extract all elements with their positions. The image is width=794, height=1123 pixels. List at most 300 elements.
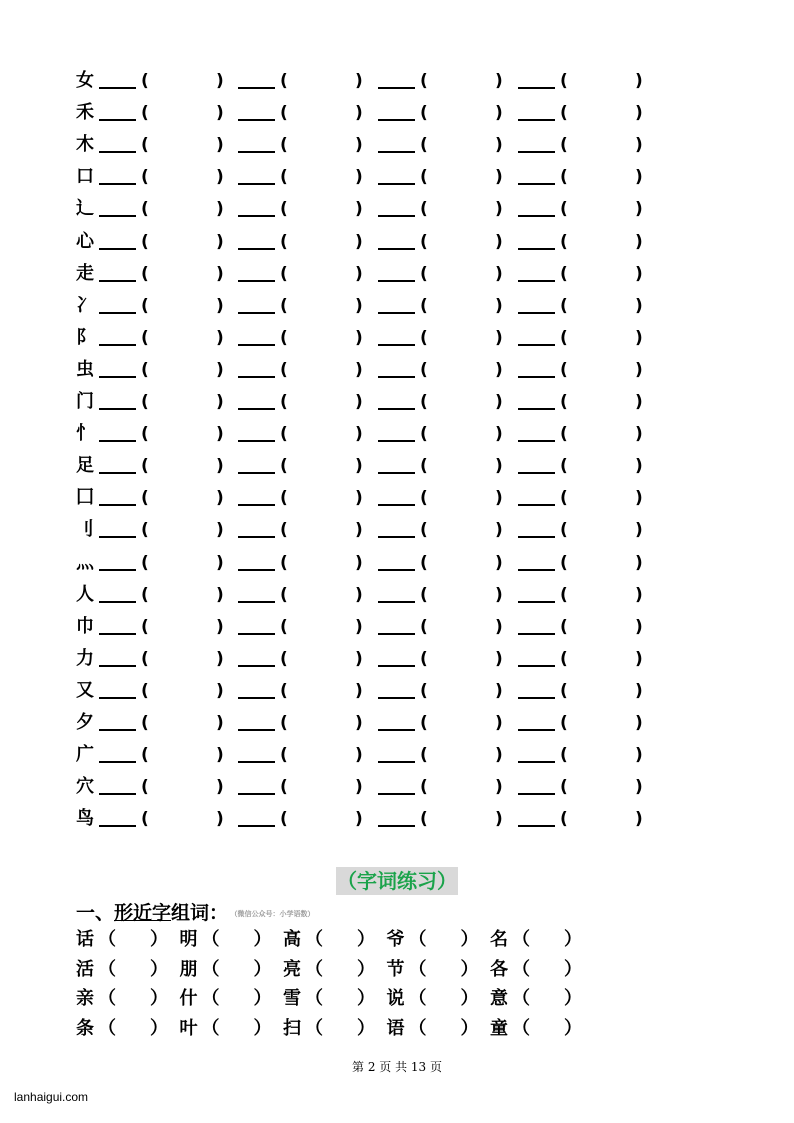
answer-blank[interactable] <box>99 472 136 474</box>
left-paren: ( <box>420 616 428 637</box>
answer-blank[interactable] <box>378 87 415 89</box>
radical-char: 力 <box>76 647 94 669</box>
right-paren: ） <box>253 929 272 950</box>
answer-blank[interactable] <box>518 601 555 603</box>
right-paren: ) <box>495 456 503 477</box>
right-paren: ) <box>495 392 503 412</box>
word-char: 活 <box>76 958 94 980</box>
answer-blank[interactable] <box>378 601 415 603</box>
right-paren: ) <box>495 135 503 156</box>
right-paren: ) <box>495 167 503 188</box>
answer-blank[interactable] <box>378 504 415 506</box>
answer-blank[interactable] <box>99 280 136 282</box>
answer-blank[interactable] <box>238 569 275 571</box>
word-char: 条 <box>76 1017 94 1039</box>
radical-char: 穴 <box>76 776 94 798</box>
answer-blank[interactable] <box>99 601 136 603</box>
left-paren: ( <box>420 777 428 798</box>
answer-blank[interactable] <box>378 408 415 410</box>
radical-char: 夕 <box>76 712 94 733</box>
left-paren: ( <box>280 809 288 830</box>
left-paren: ( <box>280 488 288 509</box>
answer-blank[interactable] <box>99 729 136 731</box>
answer-blank[interactable] <box>238 729 275 731</box>
answer-blank[interactable] <box>99 151 136 153</box>
right-paren: ） <box>564 958 582 980</box>
answer-blank[interactable] <box>99 344 136 346</box>
left-paren: ( <box>420 552 428 573</box>
left-paren: ( <box>420 263 428 284</box>
radical-char: 鸟 <box>76 808 94 830</box>
answer-blank[interactable] <box>378 825 415 827</box>
left-paren: ( <box>141 263 149 284</box>
right-paren: ) <box>216 616 224 637</box>
left-paren: ( <box>280 295 288 316</box>
left-paren: ( <box>141 520 149 541</box>
left-paren: ( <box>141 135 149 156</box>
left-paren: ( <box>141 456 149 477</box>
left-paren: ( <box>280 103 288 124</box>
left-paren: ( <box>280 648 288 669</box>
answer-blank[interactable] <box>518 151 555 153</box>
right-paren: ) <box>635 71 643 91</box>
radical-char: 灬 <box>76 551 94 573</box>
left-paren: ( <box>560 648 568 669</box>
word-char: 什 <box>179 988 198 1009</box>
right-paren: ) <box>355 456 363 477</box>
left-paren: ( <box>560 584 568 605</box>
left-paren: （ <box>408 988 427 1009</box>
watermark-text: lanhaigui.com <box>14 1090 89 1104</box>
right-paren: ) <box>216 135 224 156</box>
word-char: 话 <box>76 929 94 950</box>
right-paren: ） <box>460 958 479 980</box>
right-paren: ) <box>216 327 224 348</box>
right-paren: ） <box>357 988 375 1009</box>
left-paren: ( <box>280 135 288 156</box>
right-paren: ) <box>495 424 503 445</box>
answer-blank[interactable] <box>518 633 555 635</box>
right-paren: ) <box>355 392 363 412</box>
word-char: 童 <box>490 1017 508 1039</box>
right-paren: ) <box>635 327 643 348</box>
left-paren: （ <box>305 1017 323 1039</box>
left-paren: ( <box>560 713 568 733</box>
right-paren: ) <box>495 616 503 637</box>
right-paren: ) <box>355 167 363 188</box>
right-paren: ） <box>460 929 479 950</box>
right-paren: ) <box>216 295 224 316</box>
right-paren: ) <box>495 71 503 91</box>
left-paren: ( <box>560 456 568 477</box>
left-paren: ( <box>560 327 568 348</box>
answer-blank[interactable] <box>518 761 555 763</box>
left-paren: ( <box>141 552 149 573</box>
right-paren: ) <box>216 456 224 477</box>
answer-blank[interactable] <box>378 472 415 474</box>
left-paren: ( <box>420 199 428 220</box>
left-paren: （ <box>98 1017 116 1039</box>
left-paren: ( <box>560 359 568 380</box>
answer-blank[interactable] <box>99 793 136 795</box>
left-paren: ( <box>141 71 149 91</box>
right-paren: ） <box>253 988 272 1009</box>
left-paren: ( <box>560 616 568 637</box>
left-paren: ( <box>420 295 428 316</box>
answer-blank[interactable] <box>518 569 555 571</box>
left-paren: ( <box>420 359 428 380</box>
answer-blank[interactable] <box>518 793 555 795</box>
left-paren: （ <box>408 1017 427 1039</box>
answer-blank[interactable] <box>99 376 136 378</box>
radical-char: 冫 <box>76 294 94 316</box>
right-paren: ) <box>495 199 503 220</box>
left-paren: （ <box>408 958 427 980</box>
answer-blank[interactable] <box>238 215 275 217</box>
right-paren: ) <box>216 263 224 284</box>
answer-blank[interactable] <box>238 536 275 538</box>
answer-blank[interactable] <box>378 312 415 314</box>
answer-blank[interactable] <box>238 440 275 442</box>
left-paren: （ <box>512 1017 530 1039</box>
answer-blank[interactable] <box>238 376 275 378</box>
right-paren: ） <box>150 929 168 950</box>
right-paren: ) <box>635 488 643 509</box>
left-paren: ( <box>141 231 149 252</box>
left-paren: ( <box>141 295 149 316</box>
right-paren: ) <box>216 809 224 830</box>
answer-blank[interactable] <box>238 183 275 185</box>
word-char: 亮 <box>283 958 301 980</box>
left-paren: ( <box>141 392 149 412</box>
left-paren: ( <box>280 552 288 573</box>
right-paren: ) <box>355 295 363 316</box>
answer-blank[interactable] <box>99 504 136 506</box>
left-paren: （ <box>98 958 116 980</box>
answer-blank[interactable] <box>378 569 415 571</box>
right-paren: ) <box>216 520 224 541</box>
radical-char: 广 <box>76 744 94 766</box>
answer-blank[interactable] <box>99 119 136 121</box>
answer-blank[interactable] <box>378 440 415 442</box>
left-paren: ( <box>420 584 428 605</box>
right-paren: ) <box>355 648 363 669</box>
word-char: 亲 <box>76 988 94 1009</box>
left-paren: ( <box>560 167 568 188</box>
right-paren: ) <box>355 135 363 156</box>
answer-blank[interactable] <box>238 151 275 153</box>
right-paren: ) <box>355 424 363 445</box>
answer-blank[interactable] <box>99 665 136 667</box>
radical-char: 心 <box>76 230 94 252</box>
left-paren: ( <box>141 745 149 766</box>
right-paren: ) <box>216 745 224 766</box>
answer-blank[interactable] <box>518 280 555 282</box>
left-paren: ( <box>560 263 568 284</box>
answer-blank[interactable] <box>518 536 555 538</box>
right-paren: ) <box>355 777 363 798</box>
left-paren: ( <box>560 231 568 252</box>
radical-char: 又 <box>76 679 94 701</box>
left-paren: ( <box>560 424 568 445</box>
word-char: 语 <box>386 1017 405 1039</box>
right-paren: ) <box>355 809 363 830</box>
left-paren: ( <box>280 167 288 188</box>
left-paren: ( <box>141 777 149 798</box>
answer-blank[interactable] <box>378 633 415 635</box>
answer-blank[interactable] <box>518 825 555 827</box>
answer-blank[interactable] <box>238 504 275 506</box>
right-paren: ) <box>355 199 363 220</box>
answer-blank[interactable] <box>378 119 415 121</box>
answer-blank[interactable] <box>238 761 275 763</box>
left-paren: ( <box>420 135 428 156</box>
answer-blank[interactable] <box>518 408 555 410</box>
word-char: 意 <box>490 988 508 1009</box>
left-paren: ( <box>420 424 428 445</box>
answer-blank[interactable] <box>238 87 275 89</box>
right-paren: ) <box>635 359 643 380</box>
right-paren: ） <box>357 958 375 980</box>
right-paren: ) <box>216 584 224 605</box>
right-paren: ) <box>635 680 643 701</box>
left-paren: ( <box>420 392 428 412</box>
answer-blank[interactable] <box>238 280 275 282</box>
answer-blank[interactable] <box>518 344 555 346</box>
answer-blank[interactable] <box>518 504 555 506</box>
right-paren: ) <box>216 424 224 445</box>
right-paren: ) <box>495 295 503 316</box>
answer-blank[interactable] <box>238 472 275 474</box>
answer-blank[interactable] <box>99 248 136 250</box>
left-paren: ( <box>420 680 428 701</box>
word-char: 叶 <box>179 1017 198 1039</box>
left-paren: ( <box>141 167 149 188</box>
left-paren: ( <box>420 488 428 509</box>
answer-blank[interactable] <box>518 215 555 217</box>
left-paren: （ <box>305 988 323 1009</box>
right-paren: ) <box>635 520 643 541</box>
answer-blank[interactable] <box>518 665 555 667</box>
left-paren: ( <box>280 263 288 284</box>
right-paren: ) <box>216 231 224 252</box>
left-paren: ( <box>280 520 288 541</box>
answer-blank[interactable] <box>238 697 275 699</box>
answer-blank[interactable] <box>238 793 275 795</box>
answer-blank[interactable] <box>238 665 275 667</box>
answer-blank[interactable] <box>378 151 415 153</box>
answer-blank[interactable] <box>99 761 136 763</box>
right-paren: ) <box>355 552 363 573</box>
answer-blank[interactable] <box>378 248 415 250</box>
left-paren: （ <box>305 929 323 950</box>
right-paren: ) <box>635 648 643 669</box>
answer-blank[interactable] <box>378 665 415 667</box>
radical-char: 阝 <box>76 326 94 348</box>
answer-blank[interactable] <box>238 825 275 827</box>
left-paren: ( <box>420 71 428 91</box>
right-paren: ) <box>635 456 643 477</box>
right-paren: ) <box>635 584 643 605</box>
left-paren: ( <box>280 424 288 445</box>
answer-blank[interactable] <box>518 312 555 314</box>
radical-char: 刂 <box>76 519 94 541</box>
right-paren: ) <box>495 584 503 605</box>
exercise-note: （微信公众号：小学语数） <box>234 909 315 918</box>
left-paren: ( <box>420 167 428 188</box>
radical-char: 巾 <box>76 615 94 637</box>
left-paren: ( <box>420 745 428 766</box>
answer-blank[interactable] <box>518 729 555 731</box>
left-paren: ( <box>280 584 288 605</box>
answer-blank[interactable] <box>378 697 415 699</box>
answer-blank[interactable] <box>99 536 136 538</box>
right-paren: ) <box>355 359 363 380</box>
answer-blank[interactable] <box>518 440 555 442</box>
answer-blank[interactable] <box>238 601 275 603</box>
exercise-number: 一、 <box>76 902 115 924</box>
left-paren: ( <box>280 713 288 733</box>
right-paren: ) <box>355 71 363 91</box>
exercise-instruction: 组词： <box>171 902 229 924</box>
answer-blank[interactable] <box>99 825 136 827</box>
answer-blank[interactable] <box>238 408 275 410</box>
answer-blank[interactable] <box>99 183 136 185</box>
right-paren: ) <box>635 103 643 124</box>
left-paren: ( <box>141 648 149 669</box>
answer-blank[interactable] <box>378 761 415 763</box>
left-paren: （ <box>512 988 530 1009</box>
answer-blank[interactable] <box>99 87 136 89</box>
right-paren: ) <box>216 680 224 701</box>
right-paren: ) <box>635 231 643 252</box>
answer-blank[interactable] <box>99 633 136 635</box>
answer-blank[interactable] <box>378 793 415 795</box>
right-paren: ） <box>253 1017 272 1039</box>
answer-blank[interactable] <box>99 697 136 699</box>
answer-blank[interactable] <box>378 183 415 185</box>
answer-blank[interactable] <box>378 729 415 731</box>
word-char: 名 <box>490 929 508 950</box>
answer-blank[interactable] <box>99 408 136 410</box>
left-paren: ( <box>560 777 568 798</box>
right-paren: ) <box>495 713 503 733</box>
radical-char: 女 <box>76 70 94 91</box>
left-paren: ( <box>420 456 428 477</box>
right-paren: ) <box>495 809 503 830</box>
word-char: 各 <box>490 958 508 980</box>
answer-blank[interactable] <box>238 344 275 346</box>
answer-blank[interactable] <box>99 569 136 571</box>
left-paren: ( <box>141 680 149 701</box>
left-paren: ( <box>420 648 428 669</box>
section-title: （字词练习） <box>337 869 457 893</box>
right-paren: ) <box>355 616 363 637</box>
left-paren: ( <box>280 777 288 798</box>
right-paren: ) <box>635 777 643 798</box>
left-paren: ( <box>280 359 288 380</box>
right-paren: ) <box>635 167 643 188</box>
right-paren: ) <box>216 167 224 188</box>
answer-blank[interactable] <box>518 183 555 185</box>
answer-blank[interactable] <box>99 215 136 217</box>
answer-blank[interactable] <box>238 248 275 250</box>
right-paren: ) <box>355 680 363 701</box>
right-paren: ） <box>460 1017 479 1039</box>
page-footer: 第 2 页 共 13 页 <box>352 1060 442 1074</box>
left-paren: ( <box>141 327 149 348</box>
right-paren: ) <box>495 359 503 380</box>
left-paren: ( <box>560 392 568 412</box>
left-paren: （ <box>201 929 220 950</box>
radical-char: 忄 <box>76 423 94 445</box>
answer-blank[interactable] <box>518 119 555 121</box>
radical-char: 囗 <box>76 487 94 509</box>
left-paren: ( <box>420 809 428 830</box>
left-paren: ( <box>141 713 149 733</box>
left-paren: （ <box>305 958 323 980</box>
right-paren: ） <box>460 988 479 1009</box>
left-paren: ( <box>420 520 428 541</box>
right-paren: ） <box>150 1017 168 1039</box>
answer-blank[interactable] <box>378 376 415 378</box>
answer-blank[interactable] <box>378 536 415 538</box>
answer-blank[interactable] <box>238 119 275 121</box>
right-paren: ) <box>495 745 503 766</box>
answer-blank[interactable] <box>378 344 415 346</box>
left-paren: ( <box>280 71 288 91</box>
left-paren: ( <box>280 456 288 477</box>
answer-blank[interactable] <box>378 280 415 282</box>
right-paren: ） <box>564 1017 582 1039</box>
left-paren: ( <box>280 231 288 252</box>
answer-blank[interactable] <box>518 697 555 699</box>
answer-blank[interactable] <box>518 376 555 378</box>
right-paren: ) <box>355 263 363 284</box>
answer-blank[interactable] <box>238 312 275 314</box>
answer-blank[interactable] <box>238 633 275 635</box>
right-paren: ) <box>635 745 643 766</box>
left-paren: ( <box>420 713 428 733</box>
right-paren: ） <box>564 988 582 1009</box>
right-paren: ) <box>216 199 224 220</box>
left-paren: （ <box>512 958 530 980</box>
right-paren: ) <box>495 327 503 348</box>
right-paren: ) <box>355 520 363 541</box>
word-char: 明 <box>179 929 198 950</box>
answer-blank[interactable] <box>518 472 555 474</box>
right-paren: ) <box>216 103 224 124</box>
right-paren: ) <box>216 552 224 573</box>
right-paren: ) <box>495 103 503 124</box>
answer-blank[interactable] <box>378 215 415 217</box>
right-paren: ） <box>564 929 582 950</box>
answer-blank[interactable] <box>99 312 136 314</box>
answer-blank[interactable] <box>518 248 555 250</box>
right-paren: ) <box>495 648 503 669</box>
right-paren: ) <box>635 263 643 284</box>
left-paren: ( <box>420 103 428 124</box>
right-paren: ) <box>495 777 503 798</box>
radical-char: 走 <box>76 262 94 284</box>
right-paren: ) <box>216 488 224 509</box>
answer-blank[interactable] <box>518 87 555 89</box>
answer-blank[interactable] <box>99 440 136 442</box>
right-paren: ) <box>355 584 363 605</box>
radical-char: 木 <box>76 134 94 156</box>
right-paren: ） <box>150 958 168 980</box>
word-char: 雪 <box>283 988 301 1009</box>
